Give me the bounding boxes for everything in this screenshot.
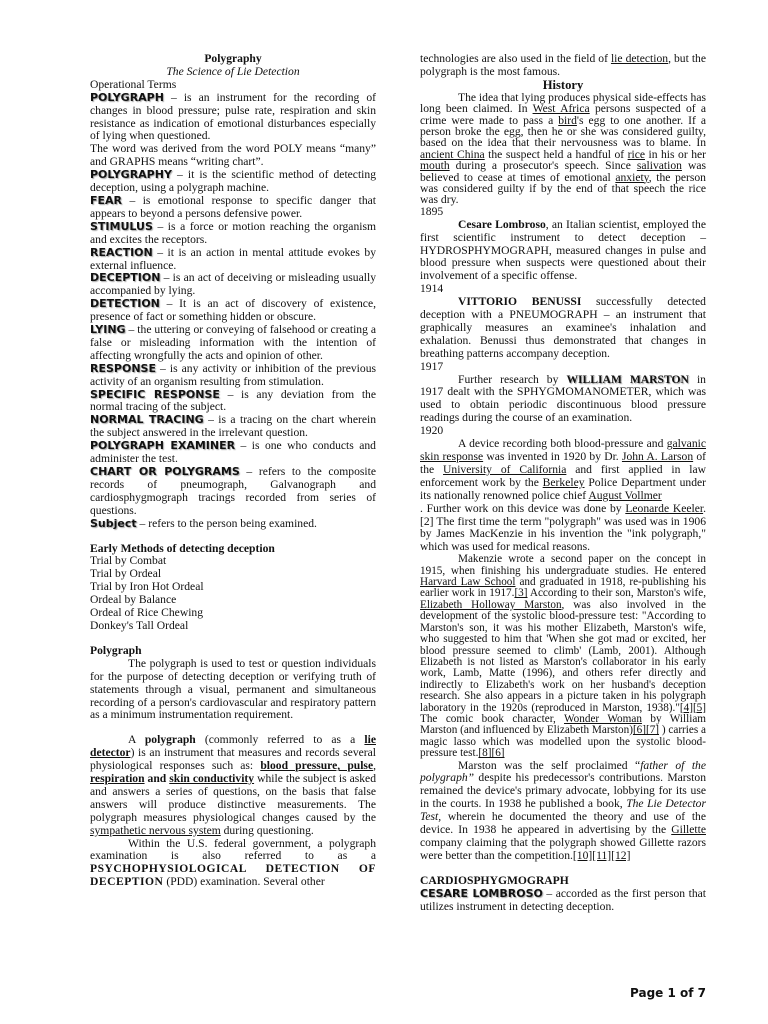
paragraph-1914: VITTORIO BENUSSI successfully detected deception with a PNEUMOGRAPH – an instrument that graphically measures an examinee's inhalation and exhalation. Benussi thus demonstrated that changes in breathing patterns accompany deception. (420, 295, 706, 360)
citation-8-6[interactable]: [8][6] (478, 747, 505, 760)
right-column (420, 53, 706, 914)
year-1914: 1914 (420, 282, 444, 296)
definition-item (90, 518, 376, 531)
definition-item (90, 195, 376, 221)
operational-terms-heading: Operational Terms (90, 77, 177, 91)
citation-4-5[interactable]: [4][5] (679, 701, 706, 714)
definition-text: – refers to the composite records of pneumograph, Galvanograph and cardiosphygmograph tracings recorded from series of questions. (90, 465, 377, 517)
early-methods-heading: Early Methods of detecting deception (90, 541, 275, 555)
cardio-paragraph: CESARE LOMBROSO – accorded as the first person that utilizes instrument in detecting deception. (420, 886, 707, 913)
definition-text: – is an instrument for the recording of changes in blood pressure; pulse rate, respiration and skin resistance as indication of emotional disturbances especially of lying when questioned. (90, 90, 376, 143)
paragraph-1895: Cesare Lombroso, an Italian scientist, employed the first scientific instrument to detect deception – HYDROSPHYMOGRAPH, measured changes in pulse and blood pressure when suspects were questioned about their involvement of a specific offense. (420, 217, 706, 283)
definition-item (90, 221, 376, 247)
polygraph-paragraph-1: The polygraph is used to test or question individuals for the purpose of detecting deception or verifying truth of statements through a visual, permanent and simultaneous recording of a person's cardiovascular and respiratory pattern as a minimum instrumentation requirement. (90, 656, 376, 722)
citation-6-7[interactable]: [6][7] (632, 724, 660, 737)
definition-item (90, 363, 376, 389)
citation-10-11-12[interactable]: [10][11][12] (572, 848, 631, 862)
elizabeth-marston-link[interactable]: Elizabeth Holloway Marston (420, 598, 562, 611)
definition-text: – is one who conducts and administer the test. (90, 439, 376, 466)
definition-item (90, 169, 376, 195)
definition-item (90, 440, 376, 466)
citation-3[interactable]: [3] (514, 587, 528, 600)
definition-item (90, 414, 376, 440)
university-of-california-link[interactable]: University of California (443, 462, 567, 476)
anxiety-link[interactable]: anxiety (615, 170, 649, 184)
definition-term: REACTION (90, 245, 153, 259)
page-number: Page 1 of 7 (630, 986, 706, 1000)
definitions-list (90, 92, 376, 531)
rice-link[interactable]: rice (627, 147, 645, 161)
early-method-item: Trial by Iron Hot Ordeal (90, 580, 204, 594)
history-paragraph: The idea that lying produces physical side-effects has long been claimed. In West Africa persons suspected of a crime were made to pass a bird's egg to one another. If a person broke the egg, then he or she was considered guilty, based on the idea that their nervousness was to blame. In ancient China the suspect held a handful of rice in his or her mouth during a prosecutor's speech. Since salivation was believed to cease at times of emotional anxiety, the person was considered guilty if by the end of that speech the rice was dry. (420, 90, 707, 207)
lie-detector-link[interactable]: lie detector (90, 733, 376, 760)
definition-text: – it is an action in mental attitude evokes by external influence. (90, 245, 376, 272)
bird-link[interactable]: bird (558, 113, 577, 127)
leonarde-keeler-link[interactable]: Leonarde Keeler (625, 501, 704, 515)
gillette-link[interactable]: Gillette (671, 823, 706, 837)
mouth-link[interactable]: mouth (420, 159, 450, 173)
early-method-item: Donkey's Tall Ordeal (90, 618, 189, 632)
definition-term: POLYGRAPH (90, 90, 164, 104)
definition-text: – it is the scientific method of detecting deception, using a polygraph machine. (90, 168, 376, 195)
paragraph-1917: Further research by WILLIAM MARSTON in 1917 dealt with the SPHYGMOMANOMETER, which was used to obtain periodic discontinuous blood pressure readings during the course of an examination. (420, 372, 706, 425)
august-vollmer-link[interactable]: August Vollmer (588, 488, 662, 502)
early-method-item: Trial by Ordeal (90, 567, 162, 581)
year-1917: 1917 (420, 359, 444, 373)
definition-text: – refers to the person being examined. (136, 516, 317, 530)
lie-detection-link[interactable]: lie detection (610, 52, 669, 65)
definition-text: – is a force or motion reaching the organism and excites the receptors. (90, 219, 376, 246)
definition-text: – is any activity or inhibition of the previous activity of an organism resulting from stimulation. (90, 361, 376, 388)
definition-text: – It is an act of discovery of existence, presence of fact or something hidden or obscure. (90, 297, 376, 324)
definition-text: – is an act of deceiving or misleading usually accompanied by lying. (90, 271, 376, 298)
doc-title: Polygraphy (204, 52, 262, 65)
sympathetic-nervous-system-link[interactable]: sympathetic nervous system (90, 823, 221, 837)
left-column (90, 53, 376, 889)
galvanic-skin-response-link[interactable]: galvanic skin response (420, 437, 706, 463)
early-methods-list (90, 555, 376, 632)
definition-term: Subject (90, 516, 137, 530)
makenzie-paragraph: Makenzie wrote a second paper on the concept in 1915, when finishing his undergraduate studies. He entered Harvard Law School and graduated in 1918, re-publishing his earlier work in 1917.[3] According to their son, Marston's wife, Elizabeth Holloway Marston, was also involved in the development of the systolic blood-pressure test: "According to Marston's son, it was his mother Elizabeth, Marston's wife, who suggested to him that 'When she got mad or excited, her blood pressure seemed to climb' (Lamb, 2001). Although Elizabeth is not listed as Marston's collaborator in his early work, Lamb, Matte (1996), and others refer directly and indirectly to Elizabeth's work on her husband's deception research. She also appears in a picture taken in his polygraph laboratory in the 1920s (reproduced in Marston, 1938)."[4][5] The comic book character, Wonder Woman by William Marston (and influenced by Elizabeth Marston)[6][7] ) carries a magic lasso which was modelled upon the systolic blood-pressure test.[8][6] (420, 553, 707, 760)
definition-term: STIMULUS (90, 219, 153, 233)
john-larson-link[interactable]: John A. Larson (621, 450, 694, 463)
definition-term: NORMAL TRACING (90, 413, 204, 427)
harvard-law-school-link[interactable]: Harvard Law School (420, 576, 516, 589)
definition-term: POLYGRAPH EXAMINER (90, 439, 236, 453)
definition-term: CHART OR POLYGRAMS (90, 465, 240, 478)
year-1920: 1920 (420, 424, 444, 438)
skin-conductivity-link[interactable]: skin conductivity (169, 772, 255, 786)
definition-item (90, 389, 376, 415)
history-heading: History (542, 77, 584, 92)
blood-pressure-pulse-link[interactable]: blood pressure, pulse (260, 759, 374, 773)
definition-term: SPECIFIC RESPONSE (90, 387, 220, 401)
definition-item (90, 324, 376, 363)
salivation-link[interactable]: salivation (636, 159, 682, 173)
definition-text: The word was derived from the word POLY means “many” and GRAPHS means “writing chart”. (90, 142, 376, 169)
marston-paragraph: Marston was the self proclaimed “father of the polygraph” despite his predecessor's contributions. Marston remained the device's primary advocate, lobbying for its use in the courts. In 1938 he published a book, The Lie Detector Test, wherein he documented the theory and use of the device. In 1938 he appeared in advertising by the Gillette company claiming that the polygraph showed Gillette razors were better than the competition.[10][11][12] (420, 758, 706, 862)
definition-item (90, 247, 376, 273)
year-1895: 1895 (420, 204, 444, 218)
definition-text: – is any deviation from the normal tracing of the subject. (90, 387, 376, 414)
early-method-item: Ordeal by Balance (90, 593, 177, 607)
definition-term: DECEPTION (90, 271, 161, 285)
polygraph-paragraph-2: A polygraph (commonly referred to as a lie detector) is an instrument that measures and records several physiological responses such as: blood pressure, pulse, respiration and skin conductivity while the subject is asked and answers a series of questions, on the basis that false answers will produce distinctive measurements. The polygraph measures physiological changes caused by the sympathetic nervous system during questioning. (90, 733, 376, 837)
polygraph-heading: Polygraph (90, 643, 142, 657)
early-method-item: Ordeal of Rice Chewing (90, 606, 204, 620)
definition-term: LYING (90, 323, 126, 337)
doc-subtitle: The Science of Lie Detection (166, 64, 300, 78)
definition-term: RESPONSE (90, 361, 156, 375)
definition-term: POLYGRAPHY (90, 168, 172, 182)
definition-text: – is a tracing on the chart wherein the subject answered in the irrelevant question. (90, 413, 376, 440)
definition-item (90, 466, 376, 518)
early-method-item: Trial by Combat (90, 554, 167, 568)
definition-item (90, 272, 376, 298)
ancient-china-link[interactable]: ancient China (420, 147, 485, 161)
definition-item (90, 298, 376, 324)
berkeley-link[interactable]: Berkeley (542, 475, 585, 489)
definition-term: DETECTION (90, 297, 160, 311)
definition-text: – the uttering or conveying of falsehood or creating a false or misleading information with the intention of affecting wrongfully the acts and opinion of other. (90, 323, 376, 362)
keeler-paragraph: . Further work on this device was done by Leonarde Keeler.[2] The first time the term "polygraph" was used was in 1906 by James MacKenzie in his invention the "ink polygraph," which was used for medical reasons. (420, 501, 707, 554)
definition-term: FEAR (90, 193, 123, 207)
cardiosphygmograph-heading: CARDIOSPHYGMOGRAPH (420, 873, 569, 887)
polygraph-paragraph-3: Within the U.S. federal government, a polygraph examination is also referred to as a PSYCHOPHYSIOLOGICAL DETECTION OF DECEPTION (PDD) examination. Several other (90, 836, 376, 889)
respiration-link[interactable]: respiration (90, 772, 145, 786)
definition-text: – is emotional response to specific danger that appears to beyond a persons defensive power. (90, 193, 376, 220)
intro-paragraph: technologies are also used in the field of lie detection, but the polygraph is the most famous. (420, 52, 706, 78)
wonder-woman-link[interactable]: Wonder Woman (564, 712, 642, 725)
west-africa-link[interactable]: West Africa (532, 102, 590, 116)
definition-item (90, 92, 376, 144)
paragraph-1920: A device recording both blood-pressure and galvanic skin response was invented in 1920 by Dr. John A. Larson of the University of California and first applied in law enforcement work by the Berkeley Police Department under its nationally renowned police chief August Vollmer (420, 437, 707, 502)
definition-item (90, 143, 376, 169)
